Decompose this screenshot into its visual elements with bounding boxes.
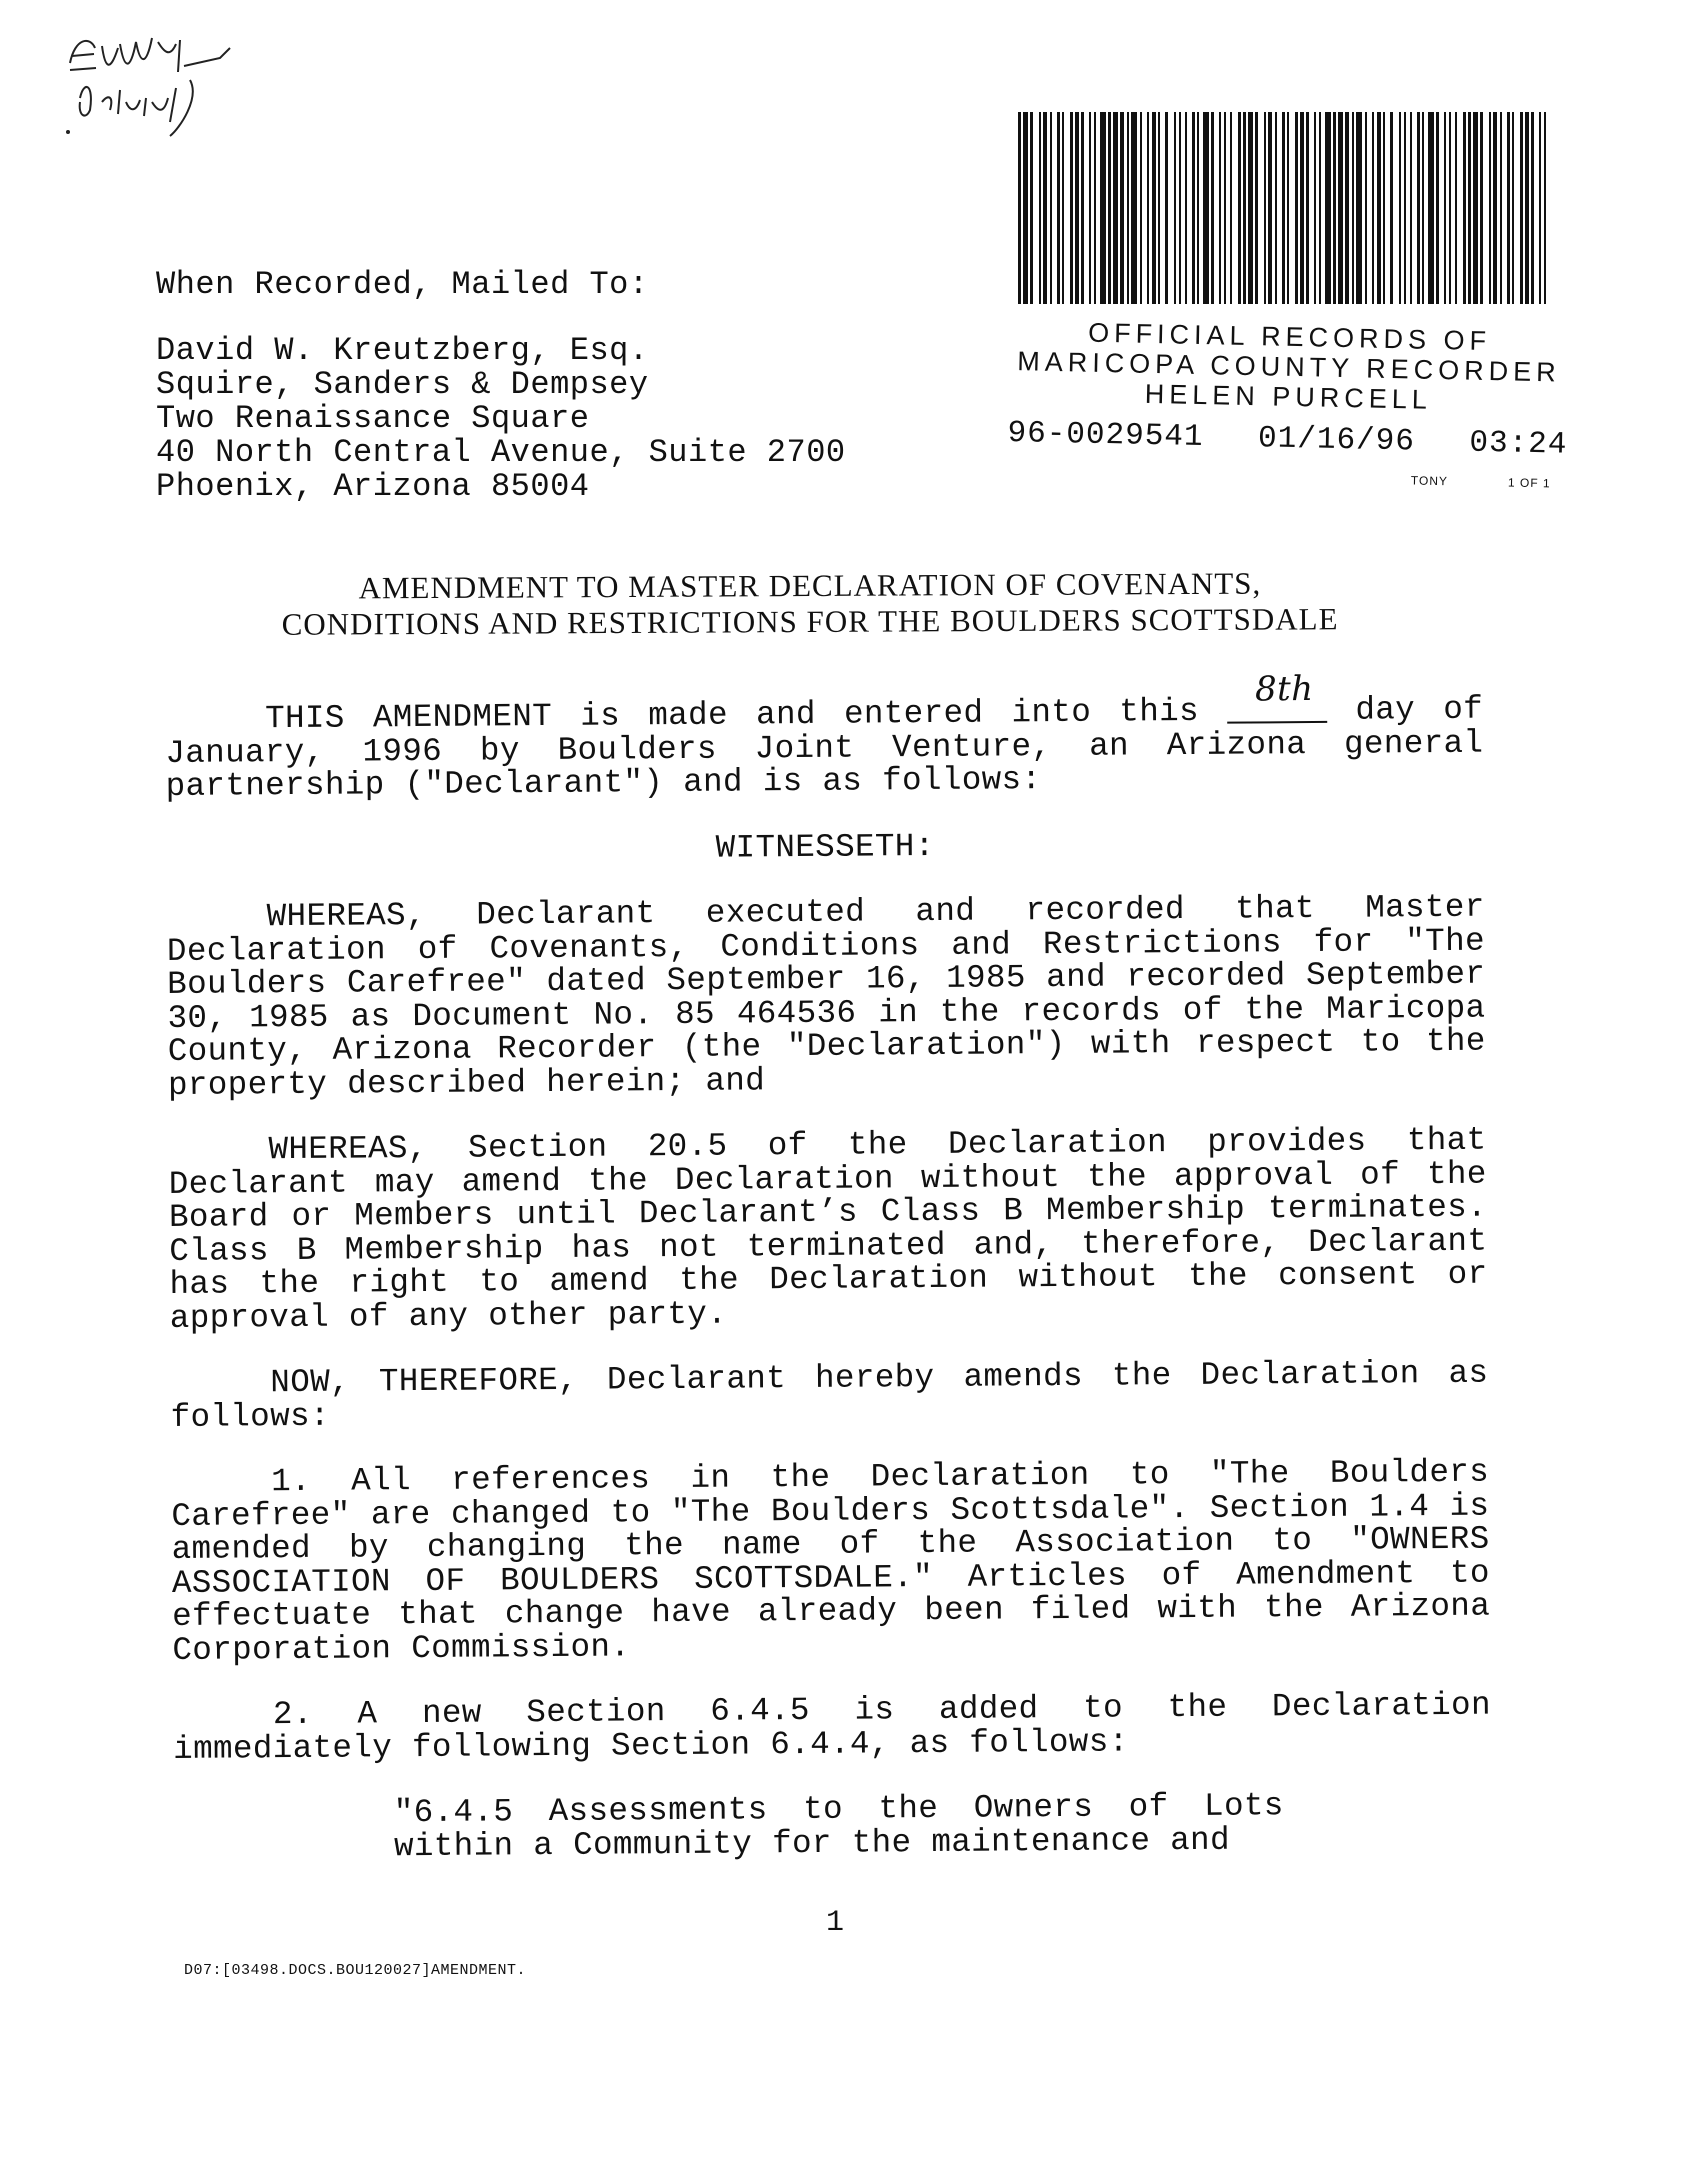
title-line: AMENDMENT TO MASTER DECLARATION OF COVENANTS,	[358, 565, 1262, 606]
mailed-to-label: When Recorded, Mailed To:	[156, 266, 649, 303]
barcode	[1016, 112, 1554, 304]
recorder-line: OFFICIAL RECORDS OF	[1087, 317, 1492, 357]
amendment-item-1: 1. All references in the Declaration to "The Boulders Carefree" are changed to "The Boulders Scottsdale". Section 1.4 is amended by changing the name of the Association to "OWNERS ASSOCIATION OF BOULDERS SCOTTSDALE." Articles of Amendment to effectuate that change have already been filed with the Arizona Corporation Commission.	[171, 1453, 1491, 1669]
recording-date: 01/16/96	[1257, 421, 1416, 460]
day-value: 8th	[1254, 668, 1314, 710]
whereas-paragraph-1: WHEREAS, Declarant executed and recorded that Master Declaration of Covenants, Conditions and Restrictions for "The Boulders Carefree" dated September 16, 1985 and recorded September 30, 1985 as Document No. 85 464536 in the records of the Maricopa County, Arizona Recorder (the "Declaration") with respect to the property described herein; and	[166, 888, 1486, 1104]
document-body	[165, 668, 1492, 1895]
intro-text: THIS AMENDMENT is made and entered into this	[265, 692, 1228, 738]
recording-meta	[1007, 465, 1567, 491]
handwritten-day	[1227, 668, 1327, 724]
address-line: Phoenix, Arizona 85004	[156, 468, 590, 505]
title-line: CONDITIONS AND RESTRICTIONS FOR THE BOULDERS SCOTTSDALE	[281, 601, 1339, 642]
recording-time: 03:24	[1469, 425, 1568, 463]
address-line: Two Renaissance Square	[156, 400, 590, 437]
amendment-item-2: 2. A new Section 6.4.5 is added to the Declaration immediately following Section 6.4.4, as follows:	[173, 1686, 1492, 1768]
document-title	[160, 565, 1460, 644]
document-number: 96-0029541	[1007, 415, 1204, 456]
address-line: David W. Kreutzberg, Esq.	[156, 332, 649, 369]
handwritten-note	[60, 18, 280, 138]
clerk-name: TONY	[1410, 473, 1449, 489]
recorder-line: MARICOPA COUNTY RECORDER	[1016, 346, 1562, 388]
address-line: 40 North Central Avenue, Suite 2700	[156, 434, 846, 471]
page-count: 1 OF 1	[1507, 475, 1551, 491]
intro-paragraph	[165, 668, 1484, 805]
recorder-line: HELEN PURCELL	[1144, 378, 1433, 415]
recording-info	[1007, 416, 1568, 463]
address-line: Squire, Sanders & Dempsey	[156, 366, 649, 403]
witnesseth-heading: WITNESSETH:	[715, 827, 935, 867]
file-reference: D07:[03498.DOCS.BOU120027]AMENDMENT.	[184, 1962, 527, 1979]
intro-text: day of January, 1996 by Boulders Joint Venture, an Arizona general partnership ("Declarant") and is as follows:	[165, 690, 1484, 805]
quoted-section: "6.4.5 Assessments to the Owners of Lots within a Community for the maintenance and	[393, 1787, 1284, 1865]
mailing-address-block	[156, 268, 846, 504]
recorder-stamp	[1007, 316, 1570, 491]
whereas-paragraph-2: WHEREAS, Section 20.5 of the Declaration provides that Declarant may amend the Declaration without the approval of the Board or Members until Declarant’s Class B Membership terminates. Class B Membership has not terminated and, therefore, Declarant has the right to amend the Declaration without the consent or approval of any other party.	[168, 1121, 1488, 1337]
page-number: 1	[826, 1906, 845, 1940]
now-therefore-paragraph: NOW, THEREFORE, Declarant hereby amends the Declaration as follows:	[170, 1354, 1489, 1436]
